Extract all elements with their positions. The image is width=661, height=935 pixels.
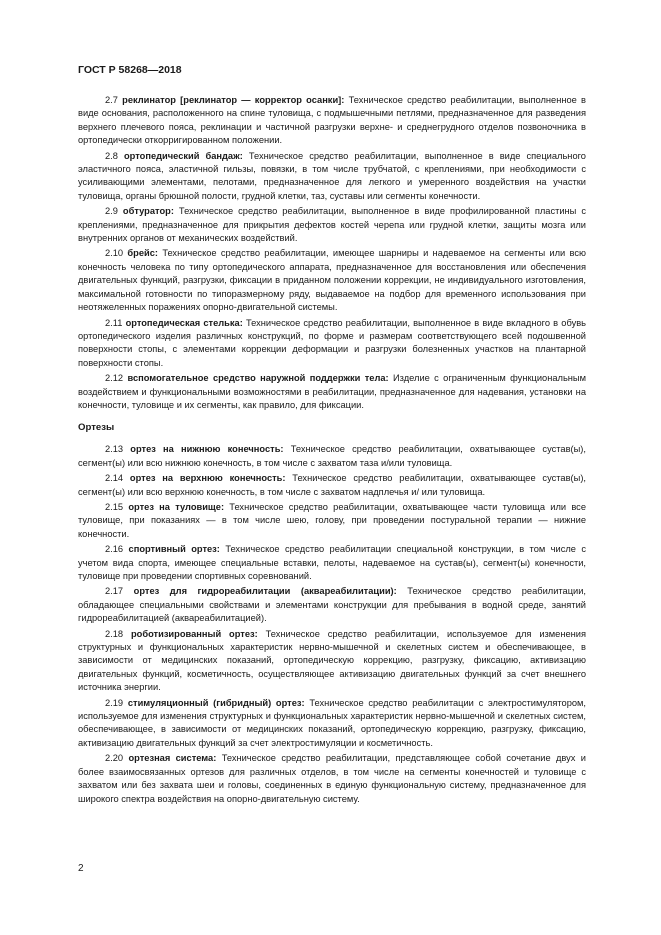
entry-number: 2.19 <box>105 697 124 708</box>
term-entry-2-8 <box>78 150 586 204</box>
entry-term: ортез на нижнюю конечность: <box>130 444 284 455</box>
entry-number: 2.13 <box>105 444 124 455</box>
entry-number: 2.20 <box>105 753 124 764</box>
entry-number: 2.9 <box>105 206 118 217</box>
entry-term: ортопедический бандаж: <box>124 150 243 161</box>
entry-term: реклинатор [реклинатор — корректор осанки]: <box>122 95 345 105</box>
term-entry-2-10 <box>78 247 586 314</box>
entry-definition: Техническое средство реабилитации, представляющее собой сочетание двух и более взаимосвязанных ортезов для различных отделов, в том числе на сегменты конечностей и туловище с захватом или без захвата шеи и головы, соединенных в единую функциональную систему, предназначенное для широкого спектра воздействия на опорно-двигательную систему. <box>78 753 586 804</box>
document-header: ГОСТ Р 58268—2018 <box>78 64 182 76</box>
section-heading: Ортезы <box>78 422 115 434</box>
entry-number: 2.12 <box>105 373 124 384</box>
entry-term: ортез на туловище: <box>128 501 225 512</box>
term-entry-2-11 <box>78 317 586 371</box>
entry-term: вспомогательное средство наружной поддержки тела: <box>127 373 389 384</box>
term-entry-2-14 <box>78 472 586 499</box>
entry-term: ортез для гидрореабилитации (аквареабилитации): <box>133 586 397 597</box>
entry-number: 2.17 <box>105 586 124 597</box>
term-entry-2-15 <box>78 501 586 541</box>
term-entry-2-18 <box>78 628 586 695</box>
term-entry-2-9 <box>78 205 586 245</box>
entries-group-1 <box>78 94 586 412</box>
term-entry-2-16 <box>78 543 586 583</box>
entry-definition: Техническое средство реабилитации, используемое для изменения структурных и функциональных характеристик нервно-мышечной и скелетных систем и обеспечивающее, в зависимости от медицинских показаний, ортопедическую коррекцию, разгрузку, фиксацию, активизацию двигательных функций, косметичность, осуществляющее активизацию двигательных функций за счет внешнего источника энергии. <box>78 628 586 693</box>
entries-group-2 <box>78 443 586 806</box>
entry-term: ортопедическая стелька: <box>125 317 243 328</box>
entry-number: 2.8 <box>105 150 118 161</box>
entry-number: 2.14 <box>105 473 124 484</box>
entry-definition: Техническое средство реабилитации, охватывающее сустав(ы), сегмент(ы) или всю верхнюю конечность, в том числе с захватом надплечья и/ или туловища. <box>78 473 586 497</box>
entry-number: 2.11 <box>105 317 123 328</box>
term-entry-2-7 <box>78 94 586 148</box>
term-entry-2-20 <box>78 752 586 806</box>
entry-number: 2.10 <box>105 248 124 259</box>
term-entry-2-17 <box>78 585 586 625</box>
entry-term: спортивный ортез: <box>128 544 220 555</box>
entry-definition: Изделие с ограниченным функциональным воздействием и функциональными возможностями в реабилитации, предназначенное для надевания, установки на конечности, туловище и их сегменты, как правило, для фиксации. <box>78 373 586 410</box>
entry-number: 2.7 <box>105 95 118 105</box>
entry-term: обтуратор: <box>122 206 174 217</box>
entry-definition: Техническое средство реабилитации, имеющее шарниры и надеваемое на сегменты или всю конечность человека по типу ортопедического аппарата, предназначенное для восстановления или обеспечения двигательных функций, разгрузки, фиксации в приданном положении коррекции, не индивидуального изготовления, максимальной готовности по типоразмерному ряду, выдаваемое на подбор для временного использования при неотяжеленных поражениях опорно-двигательной системы. <box>78 248 586 313</box>
term-entry-2-12 <box>78 372 586 412</box>
term-entry-2-19 <box>78 697 586 751</box>
entry-definition: Техническое средство реабилитации, выполненное в виде вкладного в обувь ортопедического изделия различных конструкций, по форме и размерам соответствующего всей подошвенной поверхности стопы, с элементами коррекции деформации и разгрузки болезненных участков на плантарной поверхности стопы. <box>78 317 586 368</box>
entry-term: ортезная система: <box>128 753 217 764</box>
entry-number: 2.15 <box>105 501 124 512</box>
entry-definition: Техническое средство реабилитации специальной конструкции, в том числе с учетом вида спорта, имеющее специальные вставки, пелоты, надеваемое на сустав(ы), сегмент(ы) конечности, туловище при проведении спортивных соревнований. <box>78 544 586 581</box>
document-body <box>78 94 586 808</box>
entry-term: стимуляционный (гибридный) ортез: <box>127 697 305 708</box>
entry-number: 2.18 <box>105 628 124 639</box>
entry-definition: Техническое средство реабилитации, обладающее специальными свойствами и элементами конструкции для пребывания в водной среде, занятий гидрореабилитацией (аквареабилитацией). <box>78 586 587 624</box>
entry-term: роботизированный ортез: <box>131 628 258 639</box>
entry-definition: Техническое средство реабилитации, выполненное в виде основания, расположенного на спине туловища, с подмышечными петлями, предназначенное для разведения верхнего плечевого пояса, реклинации и частичной разгрузки верхне- и среднегрудного отделов позвоночника в ортопедически откорригированном положении. <box>78 95 586 146</box>
entry-definition: Техническое средство реабилитации с электростимулятором, используемое для изменения структурных и функциональных характеристик нервно-мышечной и скелетных систем, обеспечивающее, в зависимости от медицинских показаний, ортопедическую коррекцию, разгрузку, фиксацию, активизацию двигательных функций за счет электростимуляции и косметичность. <box>78 697 587 748</box>
entry-definition: Техническое средство реабилитации, охватывающее части туловища или все туловище, при показаниях — в том числе шею, голову, при проведении постуральной терапии — нижние конечности. <box>78 501 586 539</box>
entry-definition: Техническое средство реабилитации, охватывающее сустав(ы), сегмент(ы) или всю нижнюю конечность, в том числе с захватом таза и/или туловища. <box>78 444 586 468</box>
entry-definition: Техническое средство реабилитации, выполненное в виде профилированной пластины с креплениями, предназначенное для прикрытия дефектов костей черепа или грудной клетки, защиты мозга или внутренних органов от механических воздействий. <box>78 206 586 244</box>
entry-term: ортез на верхнюю конечность: <box>129 473 286 484</box>
entry-number: 2.16 <box>105 544 124 555</box>
page-number: 2 <box>78 863 84 874</box>
entry-definition: Техническое средство реабилитации, выполненное в виде специального эластичного пояса, эластичной гильзы, повязки, в том числе трубчатой, с креплениями, при необходимости с усиливающими элементами, пелотами, предназначенное для легкого и умеренного воздействия на участки туловища, органы брюшной полости, грудной клетки, таз, суставы или сегменты конечности. <box>78 150 586 201</box>
entry-term: брейс: <box>127 248 158 259</box>
term-entry-2-13 <box>78 443 586 470</box>
